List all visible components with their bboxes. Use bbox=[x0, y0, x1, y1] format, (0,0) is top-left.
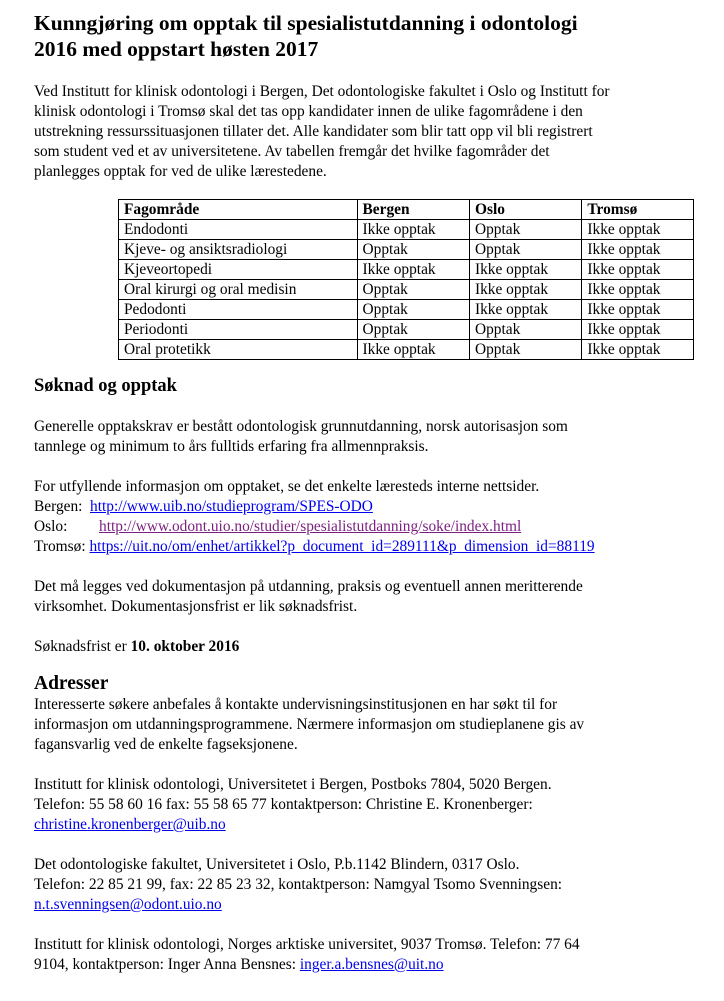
address-line: 9104, kontaktperson: Inger Anna Bensnes: bbox=[34, 956, 300, 973]
table-cell: Ikke opptak bbox=[582, 260, 694, 280]
address-line: Det odontologiske fakultet, Universitetet i Oslo, P.b.1142 Blindern, 0317 Oslo. bbox=[34, 856, 520, 873]
table-cell: Ikke opptak bbox=[469, 280, 581, 300]
tromso-link[interactable]: https://uit.no/om/enhet/artikkel?p_document_id=289111&p_dimension_id=88119 bbox=[89, 538, 595, 555]
document-page bbox=[34, 0, 694, 975]
table-cell: Ikke opptak bbox=[357, 340, 469, 360]
address-line: Institutt for klinisk odontologi, Universitetet i Bergen, Postboks 7804, 5020 Bergen. bbox=[34, 776, 552, 793]
tromso-label: Tromsø: bbox=[34, 538, 86, 555]
deadline-prefix: Søknadsfrist er bbox=[34, 638, 131, 655]
info-paragraph bbox=[34, 477, 694, 557]
table-cell: Opptak bbox=[357, 240, 469, 260]
address-line: Telefon: 22 85 21 99, fax: 22 85 23 32, kontaktperson: Namgyal Tsomo Svenningsen: bbox=[34, 876, 563, 893]
table-cell: Ikke opptak bbox=[357, 260, 469, 280]
intro-line: planlegges opptak for ved de ulike lærestedene. bbox=[34, 163, 327, 180]
addresses-intro-line: informasjon om utdanningsprogrammene. Nærmere informasjon om studieplanene gis av bbox=[34, 716, 585, 733]
table-cell: Ikke opptak bbox=[582, 340, 694, 360]
intro-line: klinisk odontologi i Tromsø skal det tas opp kandidater innen de ulike fagområdene i den bbox=[34, 103, 583, 120]
header-tromso: Tromsø bbox=[582, 200, 694, 220]
documentation-line: virksomhet. Dokumentasjonsfrist er lik søknadsfrist. bbox=[34, 598, 358, 615]
address-line: Institutt for klinisk odontologi, Norges arktiske universitet, 9037 Tromsø. Telefon: 77 64 bbox=[34, 936, 580, 953]
deadline-date: 10. oktober 2016 bbox=[130, 638, 240, 655]
table-cell: Opptak bbox=[357, 320, 469, 340]
addresses-intro-line: fagansvarlig ved de enkelte fagseksjonene. bbox=[34, 736, 298, 753]
section-heading-adresser: Adresser bbox=[34, 673, 109, 694]
intro-paragraph bbox=[34, 82, 694, 182]
documentation-paragraph bbox=[34, 577, 694, 617]
table-cell: Opptak bbox=[469, 220, 581, 240]
table-cell: Ikke opptak bbox=[582, 320, 694, 340]
table-cell: Endodonti bbox=[119, 220, 358, 240]
bergen-label: Bergen: bbox=[34, 498, 83, 515]
header-bergen: Bergen bbox=[357, 200, 469, 220]
requirements-line: tannlege og minimum to års fulltids erfaring fra allmennpraksis. bbox=[34, 438, 429, 455]
table-cell: Kjeveortopedi bbox=[119, 260, 358, 280]
bergen-link[interactable]: http://www.uib.no/studieprogram/SPES-ODO bbox=[90, 498, 373, 515]
admission-table bbox=[118, 199, 694, 360]
requirements-line: Generelle opptakskrav er bestått odontologisk grunnutdanning, norsk autorisasjon som bbox=[34, 418, 568, 435]
table-cell: Opptak bbox=[469, 320, 581, 340]
title-line-1: Kunngjøring om opptak til spesialistutdanning i odontologi bbox=[34, 11, 578, 35]
address-oslo bbox=[34, 855, 694, 915]
intro-line: utstrekning ressurssituasjonen tillater det. Alle kandidater som blir tatt opp vil bli registrert bbox=[34, 123, 593, 140]
section-heading-soknad: Søknad og opptak bbox=[34, 376, 177, 396]
table-header-row bbox=[119, 200, 694, 220]
table-cell: Opptak bbox=[357, 300, 469, 320]
table-row bbox=[119, 320, 694, 340]
table-cell: Ikke opptak bbox=[469, 260, 581, 280]
tromso-email-link[interactable]: inger.a.bensnes@uit.no bbox=[299, 956, 444, 973]
table-cell: Oral kirurgi og oral medisin bbox=[119, 280, 358, 300]
bergen-email-link[interactable]: christine.kronenberger@uib.no bbox=[34, 816, 226, 833]
oslo-label: Oslo: bbox=[34, 518, 68, 535]
table-cell: Periodonti bbox=[119, 320, 358, 340]
table-cell: Ikke opptak bbox=[582, 240, 694, 260]
table-row bbox=[119, 280, 694, 300]
table-cell: Ikke opptak bbox=[469, 300, 581, 320]
address-tromso bbox=[34, 935, 694, 975]
addresses-intro-paragraph bbox=[34, 695, 694, 755]
requirements-paragraph bbox=[34, 417, 694, 457]
table-row bbox=[119, 340, 694, 360]
title-line-2: 2016 med oppstart høsten 2017 bbox=[34, 37, 319, 61]
table-cell: Ikke opptak bbox=[582, 280, 694, 300]
header-oslo: Oslo bbox=[469, 200, 581, 220]
intro-line: som student ved et av universitetene. Av tabellen fremgår det hvilke fagområder det bbox=[34, 143, 550, 160]
table-row bbox=[119, 260, 694, 280]
table-cell: Ikke opptak bbox=[582, 220, 694, 240]
table-row bbox=[119, 240, 694, 260]
intro-line: Ved Institutt for klinisk odontologi i Bergen, Det odontologiske fakultet i Oslo og Institutt for bbox=[34, 83, 610, 100]
documentation-line: Det må legges ved dokumentasjon på utdanning, praksis og eventuell annen meritterende bbox=[34, 578, 583, 595]
table-cell: Oral protetikk bbox=[119, 340, 358, 360]
address-bergen bbox=[34, 775, 694, 835]
table-cell: Ikke opptak bbox=[582, 300, 694, 320]
page-title bbox=[34, 10, 694, 62]
table-cell: Kjeve- og ansiktsradiologi bbox=[119, 240, 358, 260]
addresses-intro-line: Interesserte søkere anbefales å kontakte undervisningsinstitusjonen en har søkt til for bbox=[34, 696, 558, 713]
deadline-paragraph bbox=[34, 637, 694, 657]
table-cell: Pedodonti bbox=[119, 300, 358, 320]
table-cell: Opptak bbox=[469, 240, 581, 260]
oslo-link[interactable]: http://www.odont.uio.no/studier/spesialistutdanning/soke/index.html bbox=[99, 518, 522, 535]
table-cell: Opptak bbox=[469, 340, 581, 360]
oslo-email-link[interactable]: n.t.svenningsen@odont.uio.no bbox=[34, 896, 222, 913]
address-line: Telefon: 55 58 60 16 fax: 55 58 65 77 kontaktperson: Christine E. Kronenberger: bbox=[34, 796, 533, 813]
table-row bbox=[119, 220, 694, 240]
table-cell: Opptak bbox=[357, 280, 469, 300]
table-cell: Ikke opptak bbox=[357, 220, 469, 240]
info-line: For utfyllende informasjon om opptaket, se det enkelte læresteds interne nettsider. bbox=[34, 478, 540, 495]
table-row bbox=[119, 300, 694, 320]
header-fagomrade: Fagområde bbox=[119, 200, 358, 220]
